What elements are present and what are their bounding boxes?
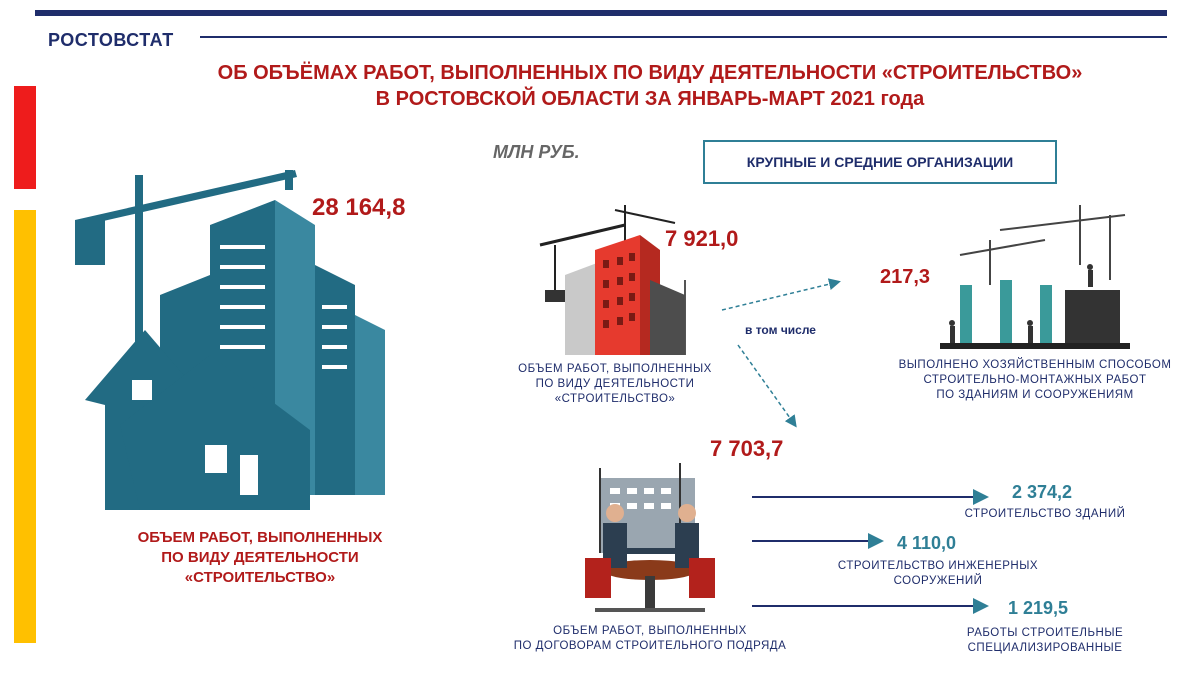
engineering-label-line1: СТРОИТЕЛЬСТВО ИНЖЕНЕРНЫХ xyxy=(837,560,1039,572)
contracts-caption-line1: ОБЪЕМ РАБОТ, ВЫПОЛНЕННЫХ xyxy=(553,625,747,637)
buildings-value: 2 374,2 xyxy=(1012,482,1073,502)
specialized-label-line2: СПЕЦИАЛИЗИРОВАННЫЕ xyxy=(967,642,1123,654)
large-medium-caption-line1: ОБЪЕМ РАБОТ, ВЫПОЛНЕННЫХ xyxy=(518,363,712,375)
unit-label: МЛН РУБ. xyxy=(493,142,580,162)
large-medium-value: 7 921,0 xyxy=(665,226,739,251)
org-category-box: КРУПНЫЕ И СРЕДНИЕ ОРГАНИЗАЦИИ xyxy=(703,140,1057,184)
specialized-value: 1 219,5 xyxy=(1008,598,1069,618)
total-value: 28 164,8 xyxy=(312,194,406,221)
page-title-line2: В РОСТОВСКОЙ ОБЛАСТИ ЗА ЯНВАРЬ-МАРТ 2021 года xyxy=(375,88,925,110)
economic-method-caption xyxy=(880,358,1190,403)
engineering-label xyxy=(818,559,1058,589)
org-name: РОСТОВСТАТ xyxy=(48,30,174,50)
contracts-caption xyxy=(500,624,800,654)
contracts-value: 7 703,7 xyxy=(710,436,784,461)
total-caption-line2: ПО ВИДУ ДЕЯТЕЛЬНОСТИ xyxy=(161,549,359,566)
large-medium-caption-line2: ПО ВИДУ ДЕЯТЕЛЬНОСТИ xyxy=(535,378,695,390)
economic-method-caption-line1: ВЫПОЛНЕНО ХОЗЯЙСТВЕННЫМ СПОСОБОМ xyxy=(898,359,1172,371)
specialized-label-line1: РАБОТЫ СТРОИТЕЛЬНЫЕ xyxy=(966,627,1124,639)
engineering-value: 4 110,0 xyxy=(897,533,957,553)
specialized-label xyxy=(940,626,1150,656)
total-caption-line1: ОБЪЕМ РАБОТ, ВЫПОЛНЕННЫХ xyxy=(137,529,383,546)
total-caption-line3: «СТРОИТЕЛЬСТВО» xyxy=(184,569,336,586)
economic-method-caption-line2: СТРОИТЕЛЬНО-МОНТАЖНЫХ РАБОТ xyxy=(923,374,1147,386)
business-handshake-icon xyxy=(575,458,725,620)
economic-method-value: 217,3 xyxy=(880,266,931,288)
economic-method-caption-line3: ПО ЗДАНИЯМ И СООРУЖЕНИЯМ xyxy=(936,389,1134,401)
large-medium-caption-line3: «СТРОИТЕЛЬСТВО» xyxy=(554,393,676,405)
construction-site-icon xyxy=(940,205,1135,355)
buildings-label xyxy=(940,507,1150,522)
including-label: в том числе xyxy=(745,323,816,337)
contracts-caption-line2: ПО ДОГОВОРАМ СТРОИТЕЛЬНОГО ПОДРЯДА xyxy=(513,640,787,652)
page-title-line1: ОБ ОБЪЁМАХ РАБОТ, ВЫПОЛНЕННЫХ ПО ВИДУ ДЕЯТЕЛЬНОСТИ «СТРОИТЕЛЬСТВО» xyxy=(217,62,1083,84)
engineering-label-line2: СООРУЖЕНИЙ xyxy=(893,575,983,587)
buildings-label-line1: СТРОИТЕЛЬСТВО ЗДАНИЙ xyxy=(964,508,1126,520)
